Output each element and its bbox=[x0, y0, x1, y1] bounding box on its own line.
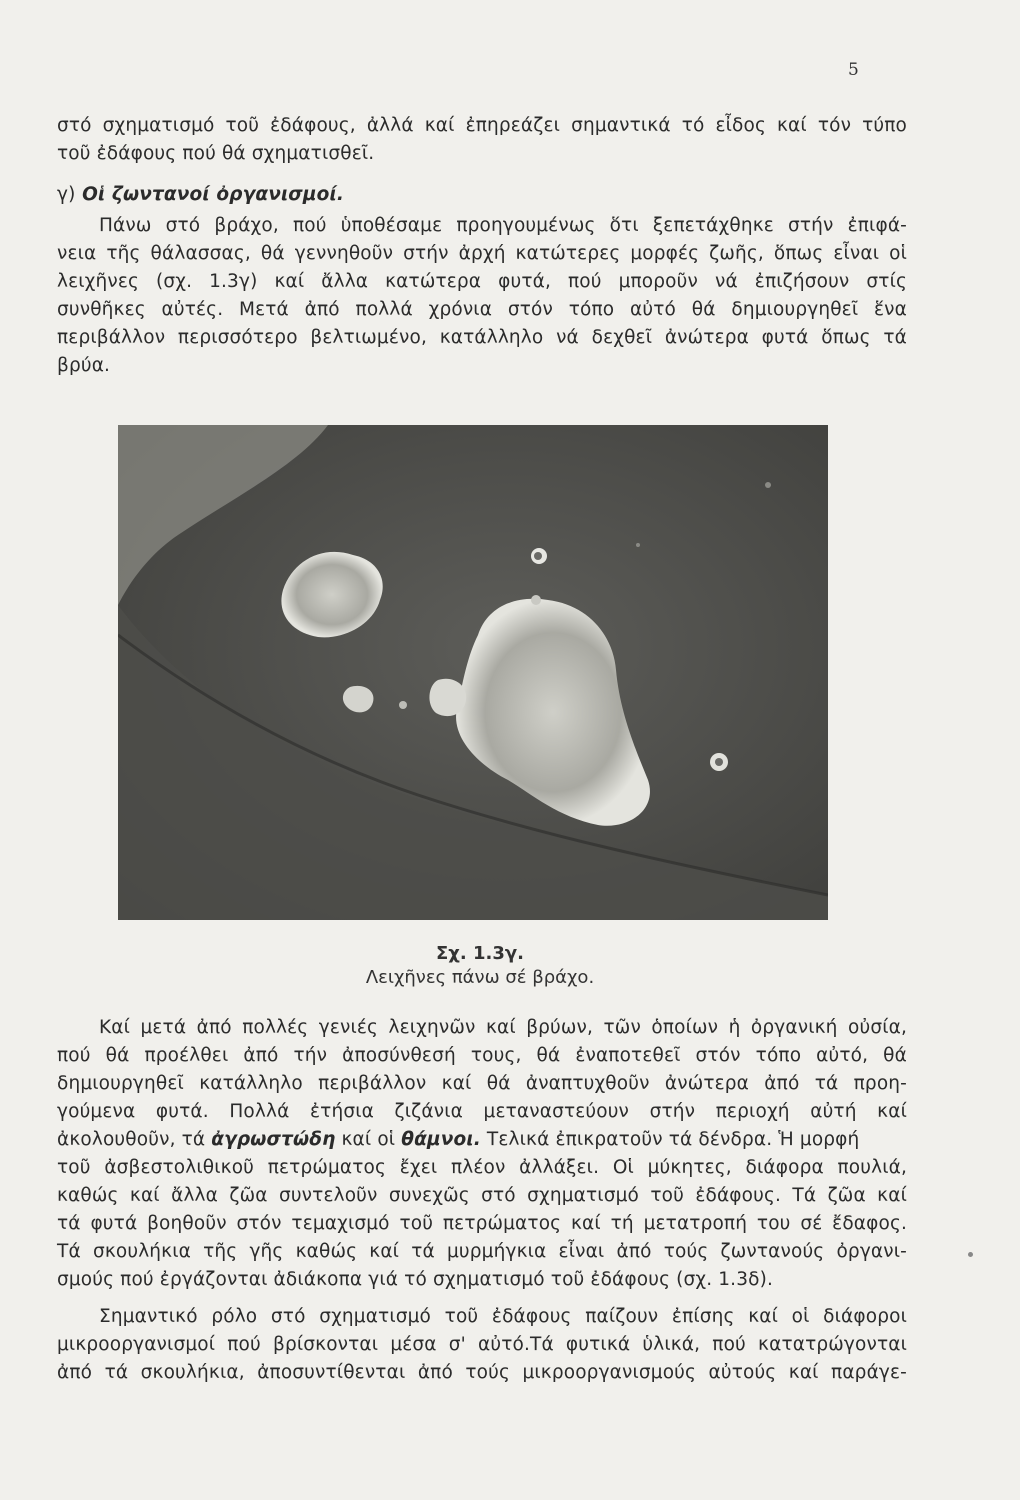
bold-term-grasses: ἀγρωστώδη bbox=[211, 1129, 336, 1150]
text-line-mixed bbox=[57, 1127, 907, 1153]
page-number: 5 bbox=[848, 60, 859, 80]
text-line: γούμενα φυτά. Πολλά ἐτήσια ζιζάνια μεταναστεύουν στήν περιοχή αὐτή καί bbox=[57, 1101, 907, 1122]
text-line: βρύα. bbox=[57, 355, 111, 376]
scan-speck bbox=[968, 1252, 973, 1257]
text-line: λειχῆνες (σχ. 1.3γ) καί ἄλλα κατώτερα φυτά, πού μποροῦν νά ἐπιζήσουν στίς bbox=[57, 271, 907, 292]
text-line: Πάνω στό βράχο, πού ὑποθέσαμε προηγουμένως ὅτι ξεπετάχθηκε στήν ἐπιφά- bbox=[99, 215, 907, 236]
text-line: τά φυτά βοηθοῦν στόν τεμαχισμό τοῦ πετρώματος καί τή μετατροπή του σέ ἔδαφος. bbox=[57, 1213, 907, 1234]
text-line: τοῦ ἀσβεστολιθικοῦ πετρώματος ἔχει πλέον ἀλλάξει. Οἱ μύκητες, διάφορα πουλιά, bbox=[57, 1157, 907, 1178]
section-title: Οἱ ζωντανοί ὀργανισμοί. bbox=[82, 184, 345, 205]
text-fragment: καί οἱ bbox=[335, 1129, 402, 1150]
figure-label: Σχ. 1.3γ. bbox=[436, 943, 524, 964]
text-line: σμούς πού ἐργάζονται ἀδιάκοπα γιά τό σχηματισμό τοῦ ἐδάφους (σχ. 1.3δ). bbox=[57, 1269, 773, 1290]
text-line: μικροοργανισμοί πού βρίσκονται μέσα σ' αὐτό.Τά φυτικά ὑλικά, πού κατατρώγονται bbox=[57, 1334, 907, 1355]
text-line: Σημαντικό ρόλο στό σχηματισμό τοῦ ἐδάφους παίζουν ἐπίσης καί οἱ διάφοροι bbox=[99, 1306, 907, 1327]
text-line: Καί μετά ἀπό πολλές γενιές λειχηνῶν καί βρύων, τῶν ὁποίων ἡ ὀργανική οὐσία, bbox=[99, 1017, 907, 1038]
text-line: νεια τῆς θάλασσας, θά γεννηθοῦν στήν ἀρχή κατώτερες μορφές ζωῆς, ὅπως εἶναι οἱ bbox=[57, 243, 907, 264]
text-fragment: Τελικά ἐπικρατοῦν τά δένδρα. Ἡ μορφή bbox=[480, 1129, 860, 1150]
text-line: περιβάλλον περισσότερο βελτιωμένο, κατάλληλο νά δεχθεῖ ἀνώτερα φυτά ὅπως τά bbox=[57, 327, 907, 348]
lichen-photo bbox=[118, 425, 828, 920]
text-line: τοῦ ἐδάφους πού θά σχηματισθεῖ. bbox=[57, 143, 375, 164]
section-label: γ) bbox=[57, 184, 76, 205]
text-line: συνθῆκες αὐτές. Μετά ἀπό πολλά χρόνια στόν τόπο αὐτό θά δημιουργηθεῖ ἕνα bbox=[57, 299, 907, 320]
text-line: καθώς καί ἄλλα ζῶα συντελοῦν συνεχῶς στό σχηματισμό τοῦ ἐδάφους. Τά ζῶα καί bbox=[57, 1185, 907, 1206]
text-line: Τά σκουλήκια τῆς γῆς καθώς καί τά μυρμήγκια εἶναι ἀπό τούς ζωντανούς ὀργανι- bbox=[57, 1241, 907, 1262]
text-line: δημιουργηθεῖ κατάλληλο περιβάλλον καί θά ἀναπτυχθοῦν ἀνώτερα ἀπό τά προη- bbox=[57, 1073, 907, 1094]
text-line: ἀπό τά σκουλήκια, ἀποσυντίθενται ἀπό τούς μικροοργανισμούς αὐτούς καί παράγε- bbox=[57, 1362, 907, 1383]
text-line: στό σχηματισμό τοῦ ἐδάφους, ἀλλά καί ἐπηρεάζει σημαντικά τό εἶδος καί τόν τύπο bbox=[57, 115, 907, 136]
section-heading bbox=[57, 182, 907, 208]
text-line: πού θά προέλθει ἀπό τήν ἀποσύνθεσή τους, θά ἐναποτεθεῖ στόν τόπο αὐτό, θά bbox=[57, 1045, 907, 1066]
bold-term-shrubs: θάμνοι. bbox=[401, 1129, 481, 1150]
figure-caption: Λειχῆνες πάνω σέ βράχο. bbox=[365, 967, 595, 988]
text-fragment: ἀκολουθοῦν, τά bbox=[57, 1129, 212, 1150]
